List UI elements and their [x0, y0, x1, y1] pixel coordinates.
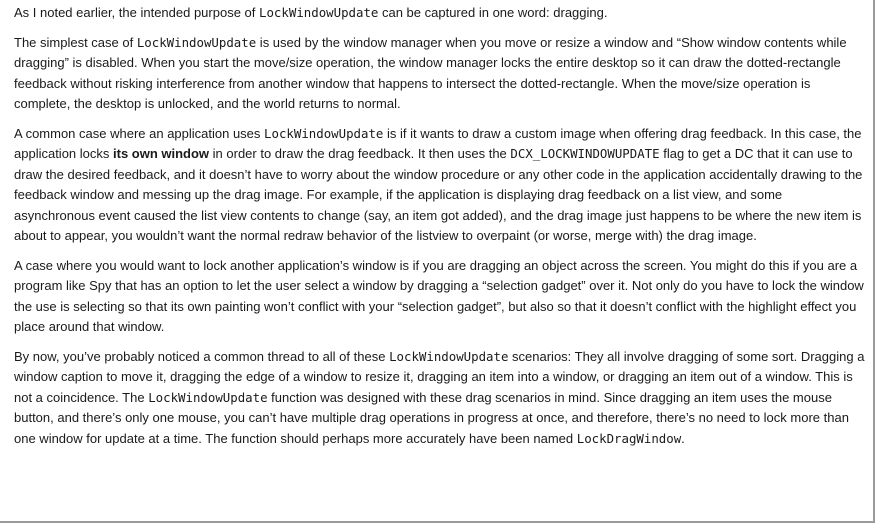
paragraph-5-text-3: function was designed with these drag scenarios in mind. Since dragging an item uses the mouse button, and there’s only one mouse, you can’t have multiple drag operations in progress at once, and therefore, there’s no need to lock more than one window for update at a time. The function should perhaps more accurately have been named [14, 389, 849, 446]
paragraph-5-text-4: . [681, 430, 685, 446]
paragraph-1-text-1: As I noted earlier, the intended purpose of [14, 5, 260, 20]
paragraph-2-text-2: is used by the window manager when you move or resize a window and “Show window contents while dragging” is disabled. When you start the move/size operation, the window manager locks the entire desktop so it can draw the dotted-rectangle feedback without risking interference from another window that happens to intersect the dotted-rectangle. When the move/size operation is complete, the desktop is unlocked, and the world returns to normal. [14, 34, 847, 111]
paragraph-3-text-4: flag to get a DC that it can use to draw the desired feedback, and it doesn’t have to worry about the window procedure or any other code in the application accidentally drawing to the feedback window and messing up the drag image. For example, if the application is displaying drag feedback on a list view, and some asynchronous event caused the list view contents to change (say, an item got added), and the drag image just happens to be where the new item is about to appear, you wouldn’t want the normal redraw behavior of the listview to overpaint (or worse, merge with) the drag image. [14, 146, 863, 243]
code-dcx-lockwindowupdate: DCX_LOCKWINDOWUPDATE [510, 146, 660, 161]
code-lockwindowupdate: LockWindowUpdate [264, 125, 384, 141]
paragraph-3-text-1: A common case where an application uses [14, 125, 265, 141]
paragraph-3 [14, 124, 865, 247]
emphasis-own-window: its own window [113, 146, 210, 161]
paragraph-2-text-1: The simplest case of [14, 34, 137, 50]
code-lockwindowupdate: LockWindowUpdate [389, 348, 509, 364]
paragraph-1 [14, 3, 865, 24]
paragraph-5-text-1: By now, you’ve probably noticed a common thread to all of these [14, 348, 390, 364]
paragraph-1-text-2: can be captured in one word: dragging. [378, 5, 608, 20]
code-lockdragwindow: LockDragWindow [576, 430, 682, 446]
paragraph-2 [14, 33, 865, 115]
code-lockwindowupdate: LockWindowUpdate [148, 389, 268, 405]
paragraph-3-text-3: in order to draw the drag feedback. It then uses the [209, 146, 511, 161]
paragraph-3-text-2: is if it wants to draw a custom image when offering drag feedback. In this case, the application locks [14, 125, 862, 161]
paragraph-4 [14, 256, 865, 338]
paragraph-5 [14, 347, 865, 450]
code-lockwindowupdate: LockWindowUpdate [136, 34, 257, 50]
paragraph-4-text-1: A case where you would want to lock another application’s window is if you are dragging an object across the screen. You might do this if you are a program like Spy that has an option to let the user select a window by dragging a “selection gadget” over it. Not only do you have to lock the window the use is selecting so that its own painting won’t conflict with your “selection gadget”, but also so that it doesn’t conflict with the highlight effect you place around that window. [14, 257, 864, 334]
paragraph-5-text-2: scenarios: They all involve dragging of some sort. Dragging a window caption to move it, dragging the edge of a window to resize it, dragging an item into a window, or dragging an item out of a window. This is not a coincidence. The [14, 348, 865, 405]
code-lockwindowupdate: LockWindowUpdate [259, 5, 379, 20]
